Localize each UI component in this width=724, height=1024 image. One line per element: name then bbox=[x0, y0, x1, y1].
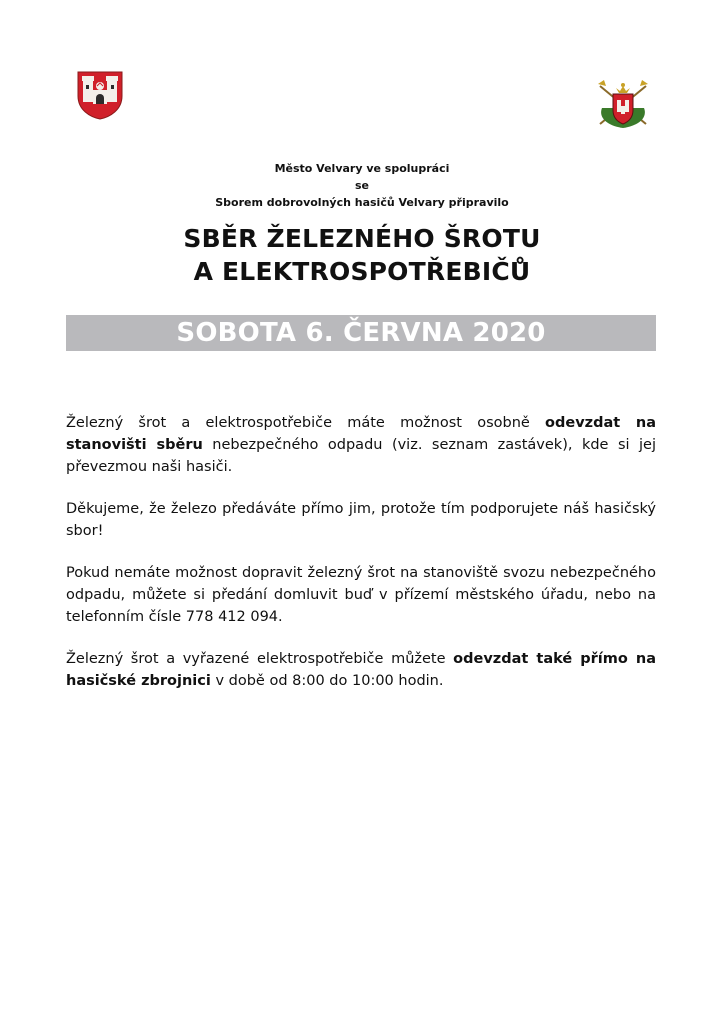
paragraph-1-bold: odevzdat na stanovišti sběru bbox=[66, 415, 656, 453]
paragraph-1-text-a: Železný šrot a elektrospotřebiče máte možnost osobně bbox=[66, 415, 546, 431]
paragraph-4 bbox=[66, 648, 656, 692]
paragraph-1 bbox=[66, 412, 656, 478]
intro-line-2: se bbox=[354, 179, 369, 192]
title-line-2: A ELEKTROSPOTŘEBIČŮ bbox=[193, 257, 531, 286]
body-text bbox=[66, 412, 656, 712]
main-title bbox=[0, 222, 724, 288]
date-banner-text: SOBOTA 6. ČERVNA 2020 bbox=[176, 318, 546, 348]
paragraph-4-bold: odevzdat také přímo na hasičské zbrojnici bbox=[66, 651, 656, 689]
intro-line-1: Město Velvary ve spolupráci bbox=[274, 162, 450, 175]
date-banner bbox=[66, 315, 656, 351]
paragraph-3-text: Pokud nemáte možnost dopravit železný šrot na stanoviště svozu nebezpečného odpadu, můžete si předání domluvit buď v přízemí městského úřadu, nebo na telefonním čísle 778 412 094. bbox=[66, 565, 656, 625]
paragraph-1-text-c: nebezpečného odpadu (viz. seznam zastávek), kde si jej převezmou naši hasiči. bbox=[66, 437, 656, 475]
fire-brigade-emblem-icon bbox=[594, 78, 652, 130]
title-line-1: SBĚR ŽELEZNÉHO ŠROTU bbox=[183, 224, 541, 253]
paragraph-2-text: Děkujeme, že železo předáváte přímo jim, protože tím podporujete náš hasičský sbor! bbox=[66, 501, 656, 539]
paragraph-4-text-c: v době od 8:00 do 10:00 hodin. bbox=[210, 673, 444, 689]
paragraph-4-text-a: Železný šrot a vyřazené elektrospotřebiče můžete bbox=[66, 651, 454, 667]
paragraph-3 bbox=[66, 562, 656, 628]
paragraph-2 bbox=[66, 498, 656, 542]
intro-block bbox=[0, 160, 724, 211]
velvary-town-crest-icon bbox=[76, 70, 124, 120]
intro-line-3: Sborem dobrovolných hasičů Velvary připravilo bbox=[215, 196, 509, 209]
